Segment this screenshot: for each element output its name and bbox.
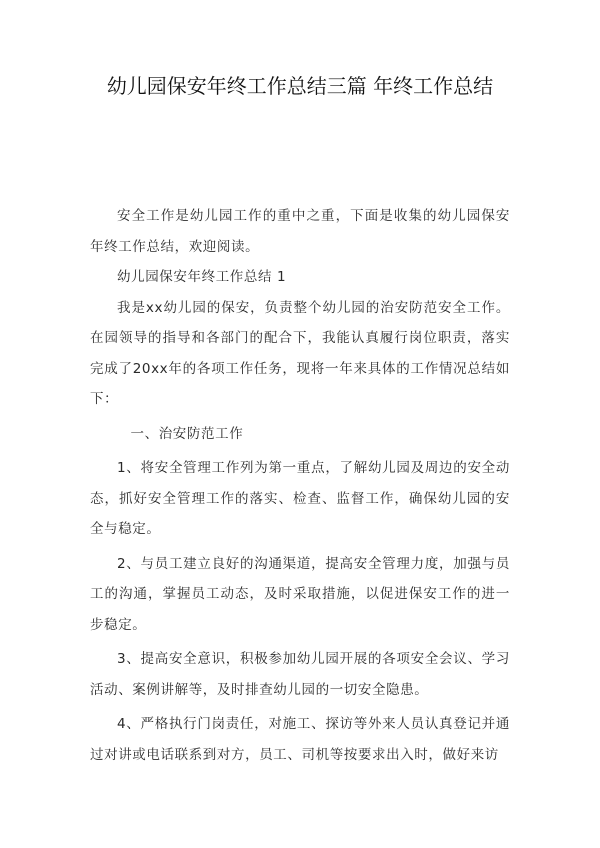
intro-paragraph: 安全工作是幼儿园工作的重中之重，下面是收集的幼儿园保安年终工作总结，欢迎阅读。 — [90, 208, 510, 255]
list-item: 3、提高安全意识，积极参加幼儿园开展的各项安全会议、学习活动、案例讲解等，及时排查幼儿园的一切安全隐患。 — [90, 651, 510, 698]
document-body — [90, 201, 510, 770]
list-item: 2、与员工建立良好的沟通渠道，提高安全管理力度，加强与员工的沟通，掌握员工动态，及时采取措施，以促进保安工作的进一步稳定。 — [90, 555, 510, 633]
section-heading: 一、治安防范工作 — [130, 425, 244, 442]
list-item: 4、严格执行门岗责任，对施工、探访等外来人员认真登记并通过对讲或电话联系到对方，员工、司机等按要求出入时，做好来访 — [90, 716, 510, 763]
section-title: 幼儿园保安年终工作总结 1 — [117, 269, 287, 285]
list-item: 1、将安全管理工作列为第一重点，了解幼儿园及周边的安全动态，抓好安全管理工作的落实、检查、监督工作，确保幼儿园的安全与稳定。 — [90, 460, 510, 537]
body-paragraph: 我是xx幼儿园的保安，负责整个幼儿园的治安防范安全工作。在园领导的指导和各部门的配合下，我能认真履行岗位职责，落实完成了20xx年的各项工作任务，现将一年来具体的工作情况总结如下： — [90, 299, 510, 407]
document-title: 幼儿园保安年终工作总结三篇 年终工作总结 — [106, 74, 494, 98]
